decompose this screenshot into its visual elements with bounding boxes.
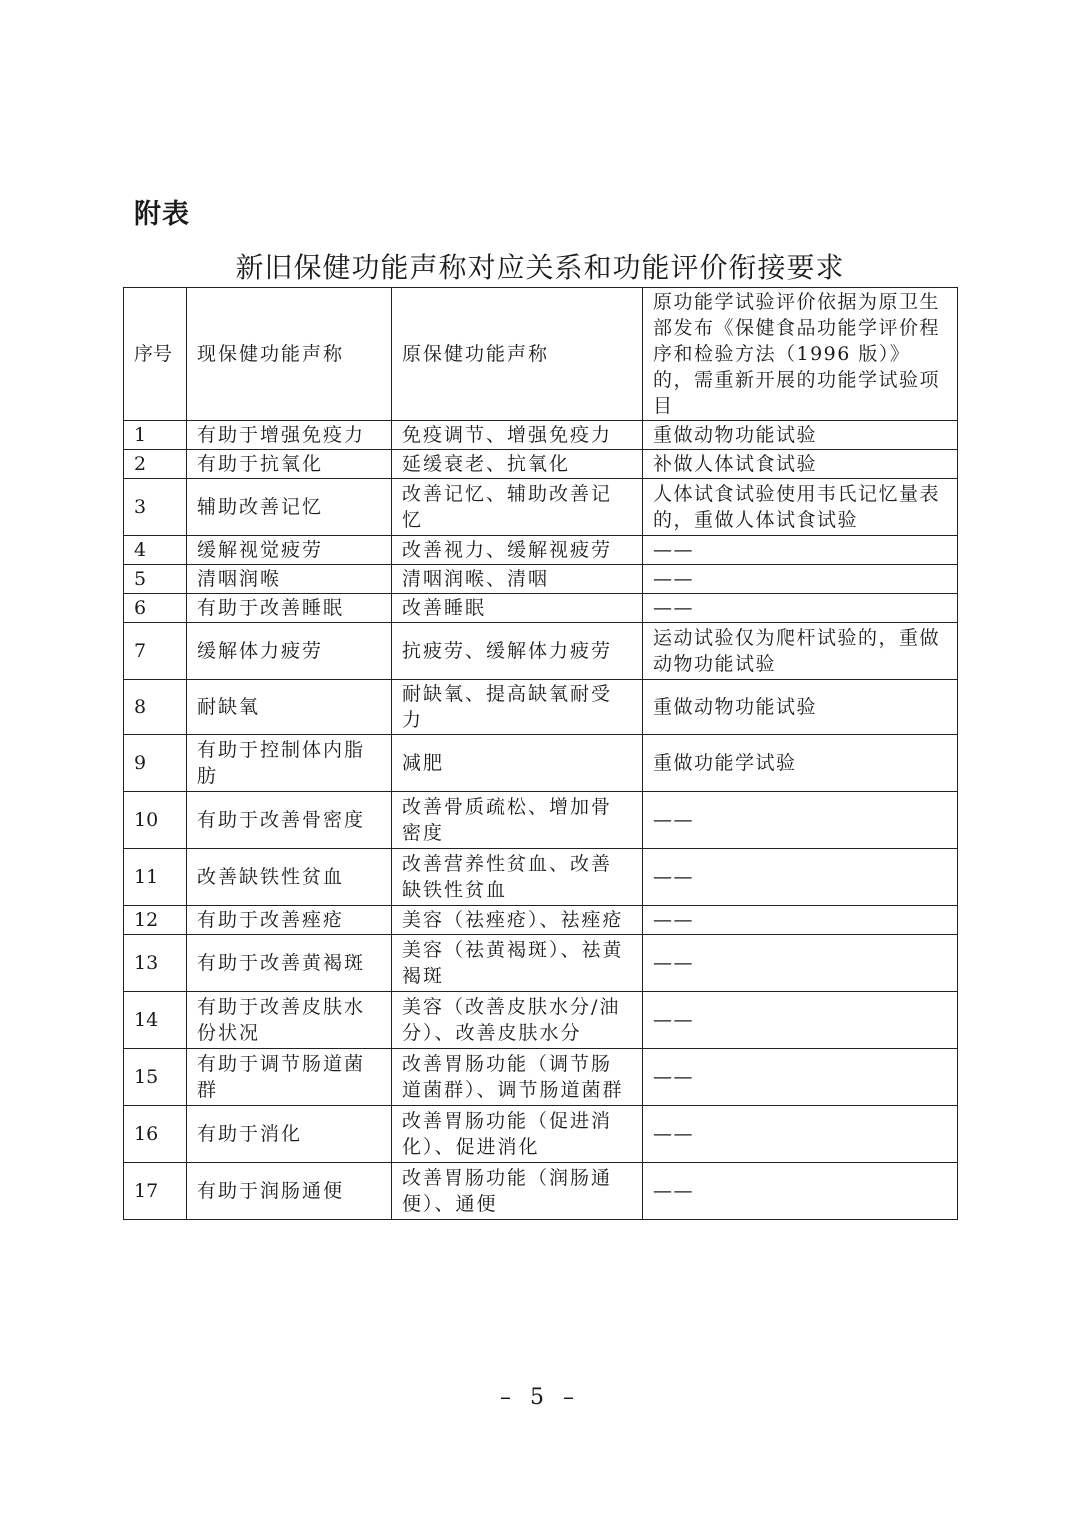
required-tests-cell: 重做功能学试验 bbox=[643, 735, 958, 792]
table-row bbox=[124, 680, 958, 735]
row-index-cell: 7 bbox=[124, 623, 187, 680]
current-claim-cell: 缓解体力疲劳 bbox=[187, 623, 392, 680]
current-claim-cell: 有助于改善睡眠 bbox=[187, 594, 392, 623]
required-tests-cell: 补做人体试食试验 bbox=[643, 450, 958, 479]
original-claim-cell: 改善胃肠功能（润肠通便）、通便 bbox=[392, 1163, 643, 1220]
header-cell-required-tests: 原功能学试验评价依据为原卫生部发布《保健食品功能学评价程序和检验方法（1996 版）》的，需重新开展的功能学试验项目 bbox=[643, 288, 958, 421]
table-row bbox=[124, 735, 958, 792]
row-index-cell: 12 bbox=[124, 906, 187, 935]
row-index-cell: 10 bbox=[124, 792, 187, 849]
current-claim-cell: 有助于改善痤疮 bbox=[187, 906, 392, 935]
row-index-cell: 16 bbox=[124, 1106, 187, 1163]
original-claim-cell: 改善胃肠功能（促进消化）、促进消化 bbox=[392, 1106, 643, 1163]
required-tests-cell: 运动试验仅为爬杆试验的，重做动物功能试验 bbox=[643, 623, 958, 680]
original-claim-cell: 改善营养性贫血、改善缺铁性贫血 bbox=[392, 849, 643, 906]
table-title: 新旧保健功能声称对应关系和功能评价衔接要求 bbox=[235, 251, 845, 284]
table-row bbox=[124, 849, 958, 906]
required-tests-cell: 重做动物功能试验 bbox=[643, 421, 958, 450]
required-tests-cell: —— bbox=[643, 565, 958, 594]
table-row bbox=[124, 421, 958, 450]
current-claim-cell: 耐缺氧 bbox=[187, 680, 392, 735]
original-claim-cell: 改善睡眠 bbox=[392, 594, 643, 623]
header-cell-index: 序号 bbox=[124, 288, 187, 421]
required-tests-cell: —— bbox=[643, 1106, 958, 1163]
table-row bbox=[124, 450, 958, 479]
original-claim-cell: 美容（改善皮肤水分/油分）、改善皮肤水分 bbox=[392, 992, 643, 1049]
current-claim-cell: 有助于改善黄褐斑 bbox=[187, 935, 392, 992]
original-claim-cell: 减肥 bbox=[392, 735, 643, 792]
row-index-cell: 15 bbox=[124, 1049, 187, 1106]
required-tests-cell: —— bbox=[643, 792, 958, 849]
row-index-cell: 11 bbox=[124, 849, 187, 906]
header-cell-original-claim: 原保健功能声称 bbox=[392, 288, 643, 421]
row-index-cell: 6 bbox=[124, 594, 187, 623]
claims-table bbox=[123, 287, 958, 1220]
required-tests-cell: —— bbox=[643, 992, 958, 1049]
appendix-heading: 附表 bbox=[134, 199, 190, 230]
required-tests-cell: 人体试食试验使用韦氏记忆量表的，重做人体试食试验 bbox=[643, 479, 958, 536]
original-claim-cell: 清咽润喉、清咽 bbox=[392, 565, 643, 594]
page-number: – 5 – bbox=[500, 1385, 580, 1410]
row-index-cell: 9 bbox=[124, 735, 187, 792]
current-claim-cell: 有助于改善骨密度 bbox=[187, 792, 392, 849]
required-tests-cell: 重做动物功能试验 bbox=[643, 680, 958, 735]
table-header-row bbox=[124, 288, 958, 421]
table-row bbox=[124, 565, 958, 594]
original-claim-cell: 耐缺氧、提高缺氧耐受力 bbox=[392, 680, 643, 735]
current-claim-cell: 有助于控制体内脂肪 bbox=[187, 735, 392, 792]
required-tests-cell: —— bbox=[643, 594, 958, 623]
row-index-cell: 1 bbox=[124, 421, 187, 450]
current-claim-cell: 有助于润肠通便 bbox=[187, 1163, 392, 1220]
row-index-cell: 14 bbox=[124, 992, 187, 1049]
row-index-cell: 2 bbox=[124, 450, 187, 479]
current-claim-cell: 缓解视觉疲劳 bbox=[187, 536, 392, 565]
required-tests-cell: —— bbox=[643, 906, 958, 935]
original-claim-cell: 改善骨质疏松、增加骨密度 bbox=[392, 792, 643, 849]
required-tests-cell: —— bbox=[643, 1049, 958, 1106]
table-row bbox=[124, 792, 958, 849]
original-claim-cell: 改善视力、缓解视疲劳 bbox=[392, 536, 643, 565]
current-claim-cell: 有助于抗氧化 bbox=[187, 450, 392, 479]
row-index-cell: 13 bbox=[124, 935, 187, 992]
required-tests-cell: —— bbox=[643, 536, 958, 565]
current-claim-cell: 清咽润喉 bbox=[187, 565, 392, 594]
row-index-cell: 17 bbox=[124, 1163, 187, 1220]
required-tests-cell: —— bbox=[643, 849, 958, 906]
table-row bbox=[124, 623, 958, 680]
current-claim-cell: 辅助改善记忆 bbox=[187, 479, 392, 536]
original-claim-cell: 美容（祛痤疮）、祛痤疮 bbox=[392, 906, 643, 935]
header-cell-current-claim: 现保健功能声称 bbox=[187, 288, 392, 421]
current-claim-cell: 有助于消化 bbox=[187, 1106, 392, 1163]
table-row bbox=[124, 1106, 958, 1163]
current-claim-cell: 有助于改善皮肤水份状况 bbox=[187, 992, 392, 1049]
row-index-cell: 3 bbox=[124, 479, 187, 536]
current-claim-cell: 有助于增强免疫力 bbox=[187, 421, 392, 450]
original-claim-cell: 免疫调节、增强免疫力 bbox=[392, 421, 643, 450]
row-index-cell: 5 bbox=[124, 565, 187, 594]
row-index-cell: 4 bbox=[124, 536, 187, 565]
table-row bbox=[124, 594, 958, 623]
original-claim-cell: 延缓衰老、抗氧化 bbox=[392, 450, 643, 479]
table-row bbox=[124, 536, 958, 565]
table-row bbox=[124, 935, 958, 992]
current-claim-cell: 改善缺铁性贫血 bbox=[187, 849, 392, 906]
table-row bbox=[124, 1163, 958, 1220]
original-claim-cell: 美容（祛黄褐斑）、祛黄褐斑 bbox=[392, 935, 643, 992]
original-claim-cell: 改善记忆、辅助改善记忆 bbox=[392, 479, 643, 536]
table-row bbox=[124, 906, 958, 935]
table-row bbox=[124, 1049, 958, 1106]
required-tests-cell: —— bbox=[643, 1163, 958, 1220]
table-row bbox=[124, 479, 958, 536]
required-tests-cell: —— bbox=[643, 935, 958, 992]
original-claim-cell: 抗疲劳、缓解体力疲劳 bbox=[392, 623, 643, 680]
table-row bbox=[124, 992, 958, 1049]
original-claim-cell: 改善胃肠功能（调节肠道菌群）、调节肠道菌群 bbox=[392, 1049, 643, 1106]
row-index-cell: 8 bbox=[124, 680, 187, 735]
current-claim-cell: 有助于调节肠道菌群 bbox=[187, 1049, 392, 1106]
